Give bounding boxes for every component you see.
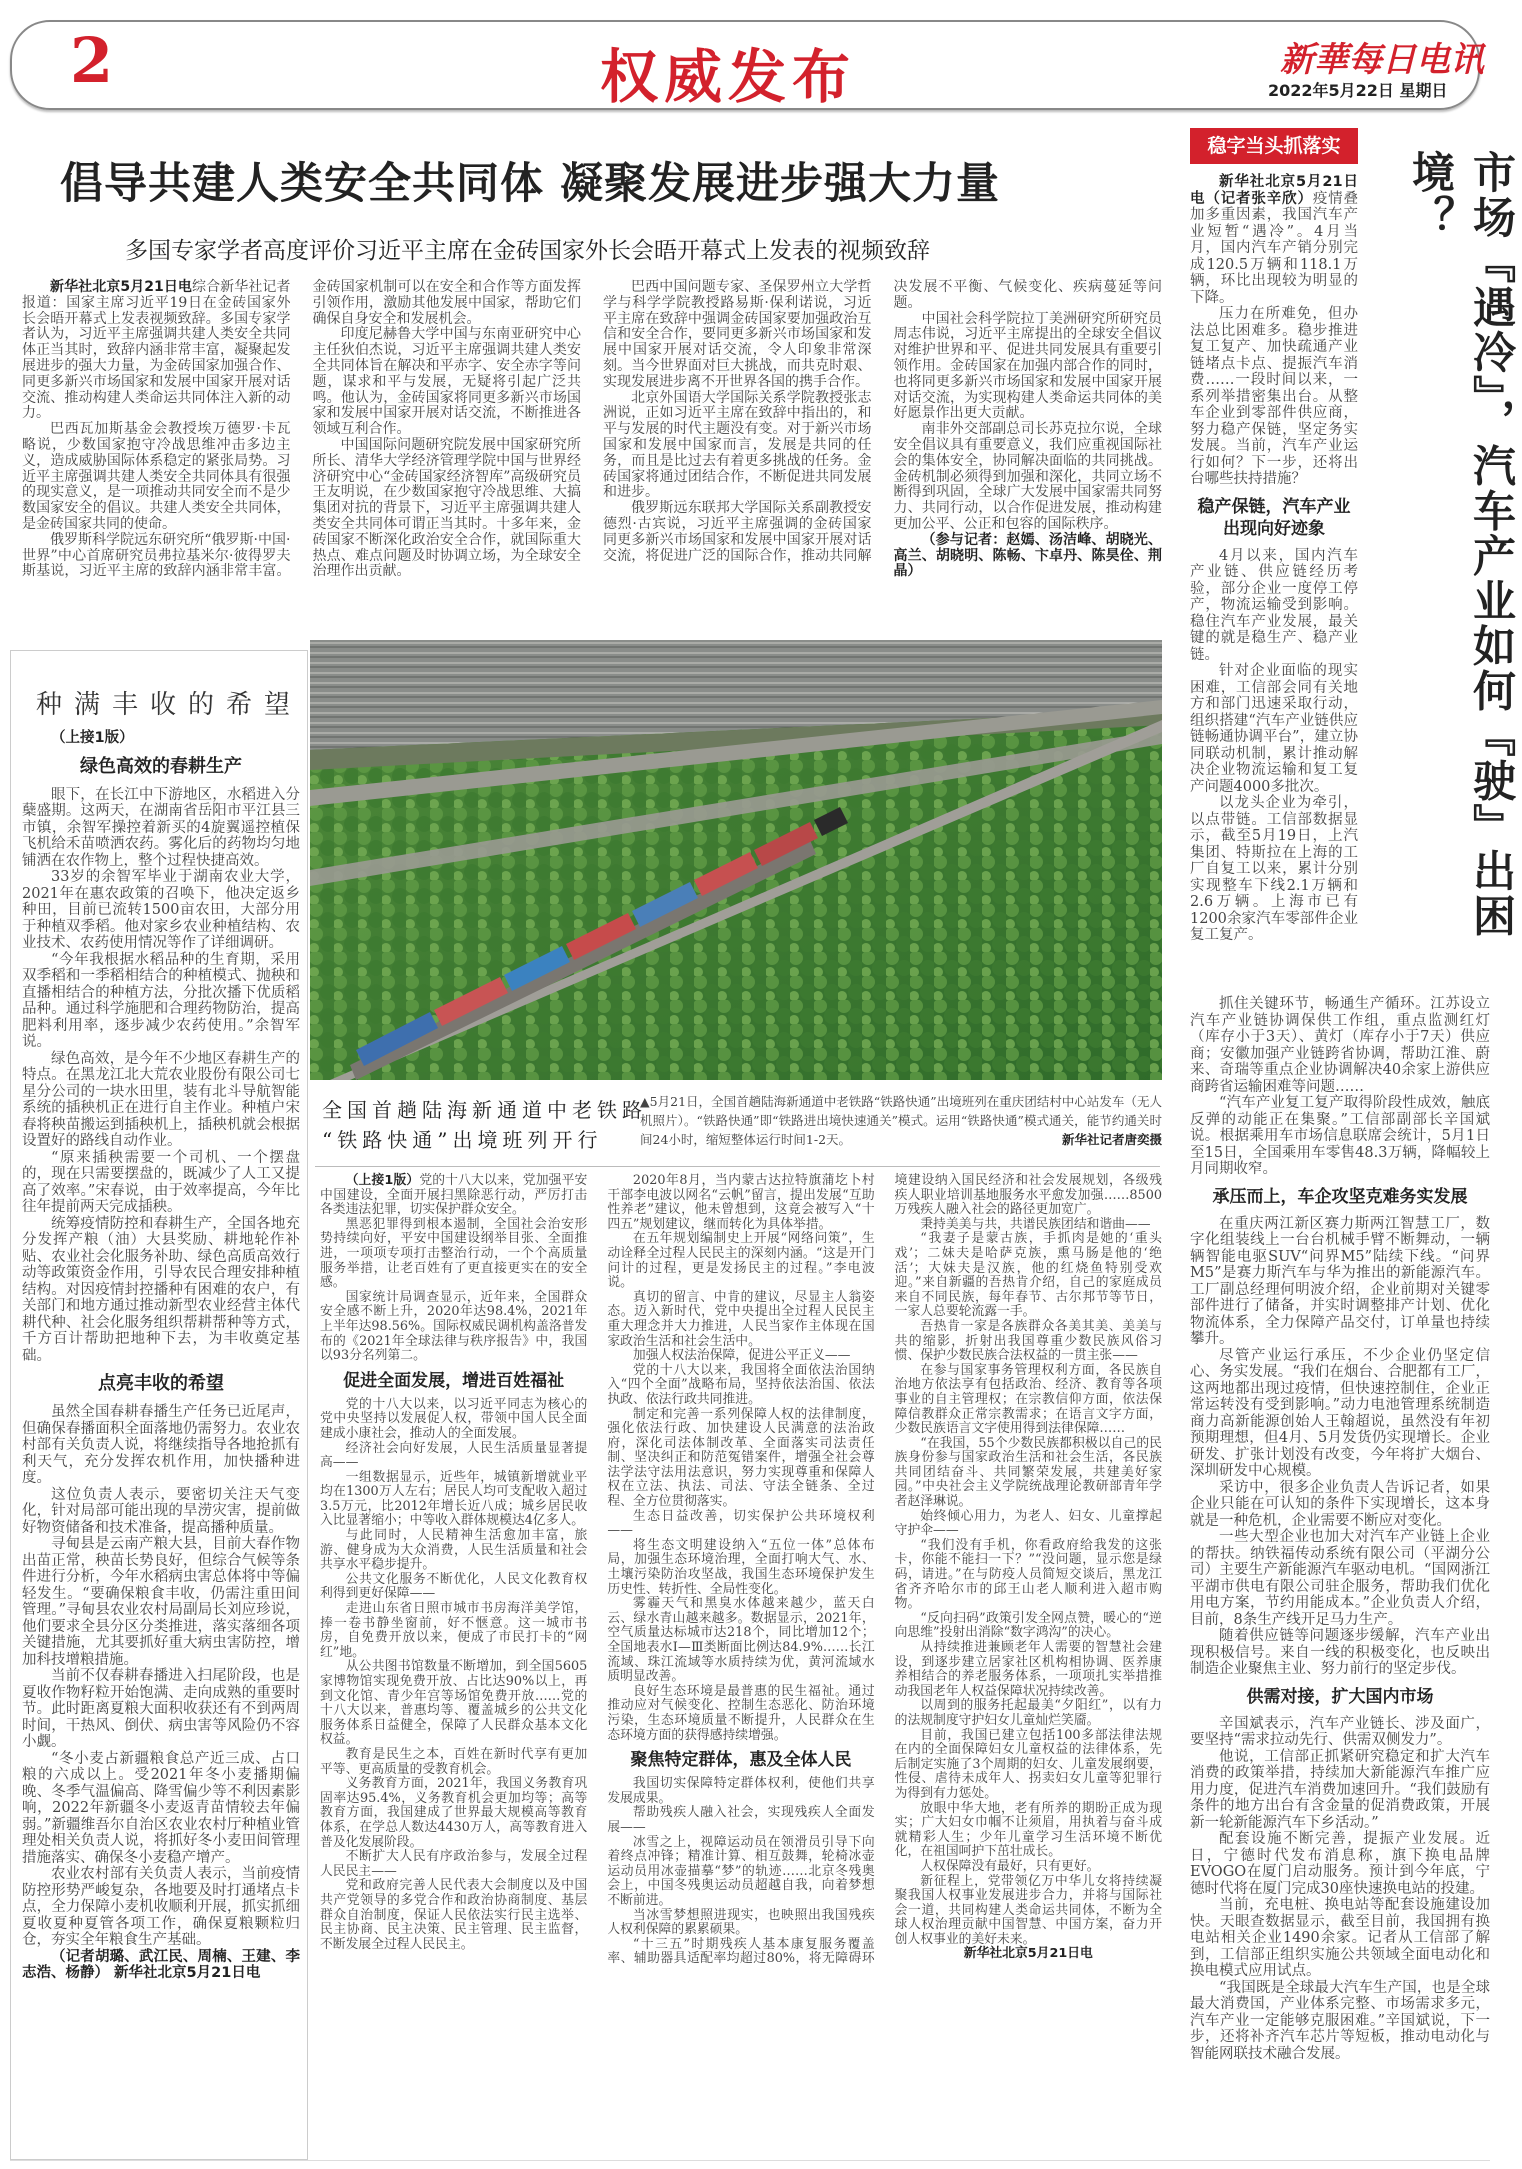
paragraph: 寻甸县是云南产粮大县，目前大春作物出苗正常，秧苗长势良好，但综合气候等条件进行分析，今年水稻病虫害总体将中等偏轻发生。“要确保粮食丰收，仍需注重田间管理。”寻甸县农业农村局副局长刘应珍说，他们要求全县分区分类推进，落实落细各项关键措施，尤其要抓好重大病虫害防控，增加科技增粮措施。 <box>22 1536 300 1668</box>
auto-article-body-top <box>1190 174 1358 944</box>
photo-credit: 新华社记者唐奕摄 <box>1061 1132 1162 1147</box>
paragraph: 目前，我国已建立包括100多部法律法规在内的全面保障妇女儿童权益的法律体系，先后制定实施了3个周期的妇女、儿童发展纲要，性侵、虐待未成年人、拐卖妇女儿童等犯罪行为得到有力惩处。 <box>894 1727 1162 1801</box>
subheading: 承压而上，车企攻坚克难务实发展 <box>1212 1186 1468 1207</box>
paragraph: 巴西中国问题专家、圣保罗州立大学哲学与科学学院教授路易斯·保利诺说，习近平主席在致辞中强调金砖国家要加强政治互信和安全合作，要同更多新兴市场国家和发展中国家开展对话交流，令人印象非常深刻。当今世界面对巨大挑战，而共克时艰、实现发展进步离不开世界各国的携手合作。 <box>603 279 872 390</box>
paragraph: 针对企业面临的现实困难，工信部会同有关地方和部门迅速采取行动，组织搭建“汽车产业链供应链畅通协调平台”，建立协同联动机制，累计推动解决企业物流运输和复工复产问题4000多批次。 <box>1190 663 1358 795</box>
auto-article-body <box>1190 996 1490 2062</box>
paragraph: 33岁的余智军毕业于湖南农业大学，2021年在惠农政策的召唤下，他决定返乡种田，目前已流转1500亩农田，大部分用于种植双季稻。他对家乡农业种植结构、农业技术、农药使用情况等作了详细调研。 <box>22 869 300 951</box>
paragraph: “我妻子是蒙古族，手抓肉是她的‘重头戏’；二妹夫是哈萨克族，熏马肠是他的‘绝活’；大妹夫是汉族，他的红烧鱼特别受欢迎。”来自新疆的吾热肯介绍，自己的家庭成员来自不同民族，每年春节、古尔邦节等节日，一家人总要轮流露一手。 <box>894 1231 1162 1320</box>
subheading: 点亮丰收的希望 <box>98 1373 224 1394</box>
paragraph: 绿色高效，是今年不少地区春耕生产的特点。在黑龙江北大荒农业股份有限公司七星分公司的一块水田里，装有北斗导航智能系统的插秧机正在进行自主作业。种植户宋春将秧苗搬运到插秧机上，插秧机就会根据设置好的路线自动作业。 <box>22 1050 300 1149</box>
paragraph: 一些大型企业也加大对汽车产业链上企业的帮扶。纳铁福传动系统有限公司（平湖分公司）主要生产新能源汽车驱动电机。“国网浙江平湖市供电有限公司驻企服务，帮助我们优化用电方案，节约用能成本。”企业负责人介绍，目前，8条生产线开足马力生产。 <box>1190 1529 1490 1628</box>
paragraph <box>22 280 291 422</box>
paragraph: 巴西瓦加斯基金会教授埃万德罗·卡瓦略说，少数国家抱守冷战思维冲击多边主义，造成威胁国际体系稳定的紧张局势。习近平主席强调共建人类安全共同体具有很强的现实意义，是一项推动共同安全而不是少数国家安全的倡议。共建人类安全共同体，是金砖国家共同的使命。 <box>22 421 291 532</box>
auto-article-headline: 市场『遇冷』，汽车产业如何『驶』出困境？ <box>1405 150 1516 939</box>
paragraph: 新征程上，党带领亿万中华儿女将持续凝聚我国人权事业发展进步合力，并将与国际社会一道，共同构建人类命运共同体，不断为全球人权治理贡献中国智慧、中国方案，奋力开创人权事业的美好未来。 <box>894 1873 1162 1947</box>
paragraph: 随着供应链等问题逐步缓解，汽车产业出现积极信号。来自一线的积极变化，也反映出制造企业聚焦主业、努力前行的坚定步伐。 <box>1190 1628 1490 1677</box>
paragraph: 党的十八大以来，我国将全面依法治国纳入“四个全面”战略布局，坚持依法治国、依法执政、依法行政共同推进。 <box>607 1362 875 1407</box>
paragraph: 制定和完善一系列保障人权的法律制度，强化依法行政、加快建设人民满意的法治政府，深化司法体制改革、全面落实司法责任制、坚决纠正和防范冤错案件，增强全社会尊法学法守法用法意识，努力实现尊重和保障人权在立法、执法、司法、守法全链条、全过程、全方位贯彻落实。 <box>607 1406 875 1510</box>
subheading: 供需对接，扩大国内市场 <box>1246 1686 1434 1707</box>
lead-headline: 倡导共建人类安全共同体 凝聚发展进步强大力量 <box>60 159 1000 209</box>
subheading: 稳产保链，汽车产业出现向好迹象 <box>1197 496 1351 539</box>
photo-title <box>322 1095 647 1155</box>
paragraph: “我们没有手机，你看政府给我发的这张卡，你能不能扫一下？”“没问题，显示您是绿码，请进。”在与防疫人员简短交谈后，黑龙江省齐齐哈尔市的邱王山老人顺利进入超市购物。 <box>894 1537 1162 1612</box>
photo-title-line: “铁路快通”出境班列开行 <box>322 1128 603 1152</box>
paragraph: 党和政府完善人民代表大会制度以及中国共产党领导的多党合作和政治协商制度、基层群众自治制度，保证人民依法实行民主选举、民主协商、民主决策、民主管理、民主监督，不断发展全过程人民民主。 <box>320 1878 588 1952</box>
paragraph: 当冰雪梦想照进现实，也映照出我国残疾人权利保障的累累硕果。 <box>607 1907 875 1938</box>
issue-date: 2022年5月22日 星期日 <box>1268 81 1448 100</box>
page-bottom-rule <box>10 2160 1490 2161</box>
lead-article-body <box>22 280 1162 580</box>
paragraph <box>22 1949 300 1982</box>
paragraph: 中国社会科学院拉丁美洲研究所研究员周志伟说，习近平主席提出的全球安全倡议对维护世界和平、促进共同发展具有重要引领作用。金砖国家在加强内部合作的同时，也将同更多新兴市场国家和发展中国家开展对话交流，为实现构建人类命运共同体的美好愿景作出更大贡献。 <box>893 310 1162 422</box>
paragraph: “十三五”时期残疾人基本康复服务覆盖率、辅助器具适配率均超过80%，将无障碍环境建设纳入国民经济和社会发展规划，各级残疾人职业培训基地服务水平愈发加强……8500万残疾人融入社会的路径更加宽广。 <box>607 1173 1162 1967</box>
paragraph: 党的十八大以来，以习近平同志为核心的党中央坚持以发展促人权，带领中国人民全面建成小康社会，推动人的全面发展。 <box>320 1396 588 1441</box>
dateline: （上接1版） <box>51 730 134 746</box>
paragraph: 人权保障没有最好，只有更好。 <box>920 1858 1100 1874</box>
paragraph: 当前，充电桩、换电站等配套设施建设加快。天眼查数据显示，截至目前，我国拥有换电站相关企业1490余家。记者从工信部了解到，工信部正组织实施公共领域全面电动化和换电模式应用试点。 <box>1190 1897 1490 1979</box>
photo-title-line: 全国首趟陆海新通道中老铁路 <box>322 1098 647 1122</box>
paragraph <box>22 730 300 747</box>
paragraph-text: 党的十八大以来，党加强平安中国建设，全面开展扫黑除恶行动，严厉打击各类违法犯罪，切实保护群众安全。 <box>320 1173 588 1218</box>
paragraph: 与此同时，人民精神生活愈加丰富，旅游、健身成为大众消费，人民生活质量和社会共享水平稳步提升。 <box>320 1528 588 1573</box>
farm-article-title: 种满丰收的希望 <box>36 690 303 720</box>
paragraph <box>894 533 1163 580</box>
paragraph: 始终倾心用力，为老人、妇女、儿童撑起守护伞—— <box>894 1508 1162 1539</box>
subheading: 聚焦特定群体，惠及全体人民 <box>630 1750 852 1771</box>
paragraph: 我国切实保障特定群体权利，使他们共享发展成果。 <box>607 1776 875 1806</box>
paragraph: 当前不仅春耕春播进入扫尾阶段，也是夏收作物籽粒开始饱满、走向成熟的重要时节。此时距离夏粮大面积收获还有不到两周时间，干热风、倒伏、病虫害等风险仍不容小觑。 <box>22 1668 300 1750</box>
newspaper-logo: 新華每日电讯 <box>1280 40 1484 80</box>
dateline: 新华社北京5月21日电 <box>963 1946 1093 1962</box>
paragraph: 秉持美美与共，共谱民族团结和谐曲—— <box>920 1216 1151 1232</box>
train-aerial-photo <box>310 640 1162 1080</box>
dateline: （上接1版） <box>345 1173 420 1188</box>
paragraph: 义务教育方面，2021年，我国义务教育巩固率达95.4%，义务教育机会更加均等；高等教育方面，我国建成了世界最大规模高等教育体系，在学总人数达4430万人，高等教育进入普及化发展阶段。 <box>320 1776 588 1850</box>
paragraph: 尽管产业运行承压，不少企业仍坚定信心、务实发展。“我们在烟台、合肥都有工厂，这两地都出现过疫情，但快速控制住，企业正常运转没有受到影响。”动力电池管理系统制造商力高新能源创始人王翰超说，虽然没有年初预期理想，但4月、5月发货仍实现增长。企业研发、扩张计划没有改变，今年将扩大烟台、深圳研发中心规模。 <box>1190 1347 1490 1479</box>
paragraph <box>895 1947 1162 1962</box>
paragraph: 这位负责人表示，要密切关注天气变化，针对局部可能出现的旱涝灾害，提前做好物资储备和技术准备，提高播种质量。 <box>22 1486 300 1536</box>
paragraph: “反向扫码”政策引发全网点赞，暖心的“逆向思维”投射出消除“数字鸿沟”的决心。 <box>894 1610 1162 1641</box>
paragraph: “我国既是全球最大汽车生产国，也是全球最大消费国，产业体系完整、市场需求多元，汽车产业一定能够克服困难。”辛国斌说，下一步，还将补齐汽车芯片等短板，推动电动化与智能网联技术融合发展。 <box>1190 1979 1490 2062</box>
divider <box>315 1166 1160 1167</box>
paragraph: 他说，工信部正抓紧研究稳定和扩大汽车消费的政策举措，持续加大新能源汽车推广应用力度，促进汽车消费加速回升。“我们鼓励有条件的地方出台有含金量的促消费政策，开展新一轮新能源汽车下乡活动。” <box>1190 1748 1490 1831</box>
human-rights-article-body <box>320 1174 1162 1967</box>
paragraph: 在重庆两江新区赛力斯两江智慧工厂，数字化组装线上一台台机械手臂不断舞动，一辆辆智能电驱SUV“问界M5”陆续下线。“问界M5”是赛力斯汽车与华为推出的新能源汽车。工厂副总经理何明波介绍，企业前期对关键零部件进行了储备，并实时调整排产计划、优化物流体系，全力保障产品交付，订单量也持续攀升。 <box>1190 1215 1490 1347</box>
paragraph: 辛国斌表示，汽车产业链长、涉及面广，要坚持“需求拉动先行、供需双侧发力”。 <box>1190 1715 1490 1748</box>
paragraph: 公共文化服务不断优化，人民文化教育权利得到更好保障—— <box>320 1571 588 1602</box>
paragraph: 吾热肯一家是各族群众各美其美、美美与共的缩影，折射出我国尊重少数民族风俗习惯、保护少数民族合法权益的一贯主张—— <box>894 1318 1162 1364</box>
paragraph: 在五年规划编制史上开展“网络问策”，生动诠释全过程人民民主的深刻内涵。“这是开门问计的过程，更是发扬民主的过程。”李电波说。 <box>607 1231 875 1291</box>
paragraph: 冰雪之上，视障运动员在领滑员引导下向着终点冲锋；精准计算、相互鼓舞，轮椅冰壶运动员用冰壶描摹“梦”的轨迹……北京冬残奥会上，中国冬残奥运动员超越自我，向着梦想不断前进。 <box>607 1834 875 1908</box>
paragraph: 配套设施不断完善，提振产业发展。近日，宁德时代发布消息称，旗下换电品牌EVOGO在厦门启动服务。预计到今年底，宁德时代将在厦门完成30座快速换电站的投建。 <box>1190 1831 1490 1897</box>
paragraph: 4月以来，国内汽车产业链、供应链经历考验，部分企业一度停工停产，物流运输受到影响。稳住汽车产业发展，最关键的就是稳生产、稳产业链。 <box>1190 547 1358 663</box>
paragraph-text: 疫情叠加多重因素，我国汽车产业短暂“遇冷”。4月当月，国内汽车产销分别完成120.5万辆和118.1万辆，环比出现较为明显的下降。 <box>1190 190 1359 306</box>
column-tag: 稳字当头抓落实 <box>1190 128 1358 164</box>
paragraph: 将生态文明建设纳入“五位一体”总体布局，加强生态环境治理，全面打响大气、水、土壤污染防治攻坚战，我国生态环境保护发生历史性、转折性、全局性变化。 <box>607 1537 875 1597</box>
paragraph: “在我国，55个少数民族都积极以自己的民族身份参与国家政治生活和社会生活，各民族共同团结奋斗、共同繁荣发展，共建美好家园。”中央社会主义学院统战理论教研部青年学者赵泽琳说。 <box>894 1435 1162 1510</box>
paragraph: 黑恶犯罪得到根本遏制，全国社会治安形势持续向好，平安中国建设纲举目张、全面推进，一项项专项打击整治行动，一个个高质量服务举措，让老百姓有了更直接更实在的安全感。 <box>320 1216 588 1291</box>
paragraph: 农业农村部有关负责人表示，当前疫情防控形势严峻复杂，各地要及时打通堵点卡点，全力保障小麦机收顺利开展，抓实抓细夏收夏种夏管各项工作，确保夏粮颗粒归仓，夯实全年粮食生产基础。 <box>22 1866 300 1948</box>
paragraph: 真切的留言、中肯的建议，尽显主人翁姿态。迈入新时代，党中央提出全过程人民民主重大理念并大力推进，人民当家作主体现在国家政治生活和社会生活中。 <box>607 1289 875 1349</box>
paragraph: 采访中，很多企业负责人告诉记者，如果企业只能在可认知的条件下实现增长，这本身就是一种危机，企业需要不断应对变化。 <box>1190 1479 1490 1529</box>
paragraph: 不断扩大人民有序政治参与，发展全过程人民民主—— <box>320 1849 588 1879</box>
dateline: 新华社北京5月21日电（记者张辛欣） <box>1190 174 1358 207</box>
farm-article-body <box>22 730 300 1982</box>
paragraph: 放眼中华大地，老有所养的期盼正成为现实；广大妇女巾帼不让须眉，用执着与奋斗成就精彩人生；少年儿童学习生活环境不断优化，在祖国呵护下茁壮成长。 <box>894 1800 1162 1860</box>
lead-subheadline: 多国专家学者高度评价习近平主席在金砖国家外长会晤开幕式上发表的视频致辞 <box>125 238 930 264</box>
paragraph: 雾霾天气和黑臭水体越来越少，蓝天白云、绿水青山越来越多。数据显示，2021年，空气质量达标城市达218个，同比增加12个；全国地表水Ⅰ—Ⅲ类断面比例达84.9%……长江流域、珠江流域等水质持续为优，黄河流域水质明显改善。 <box>607 1596 875 1685</box>
paragraph: 压力在所难免，但办法总比困难多。稳步推进复工复产、加快疏通产业链堵点卡点、提振汽车消费……一段时间以来，一系列举措密集出台。从整车企业到零部件供应商，努力稳产保链，坚定务实发展。当前，汽车产业运行如何？下一步，还将出台哪些扶持措施？ <box>1190 306 1358 487</box>
paragraph: 2020年8月，当内蒙古达拉特旗蒲圪卜村干部李电波以网名“云帆”留言，提出发展“互助性养老”建议，他未曾想到，这竟会被写入“十四五”规划建议，继而转化为具体举措。 <box>607 1173 875 1232</box>
dateline: （参与记者：赵嫣、汤洁峰、胡晓光、高兰、胡晓明、陈畅、卞卓丹、陈昊佺、荆晶） <box>893 531 1162 580</box>
section-title: 权威发布 <box>600 43 857 111</box>
paragraph: 印度尼赫鲁大学中国与东南亚研究中心主任狄伯杰说，习近平主席强调共建人类安全共同体旨在解决和平赤字、安全赤字等问题，谋求和平与发展，无疑将引起广泛共鸣。他认为，金砖国家将同更多新兴市场国家和发展中国家开展对话交流，不断推进各领域互利合作。 <box>312 326 581 438</box>
paragraph: 帮助残疾人融入社会，实现残疾人全面发展—— <box>607 1805 875 1835</box>
paragraph: 一组数据显示，近些年，城镇新增就业平均在1300万人左右；居民人均可支配收入超过3.5万元，比2012年增长近八成；城乡居民收入比显著缩小；中等收入群体规模达4亿多人。 <box>320 1469 588 1529</box>
photo-caption <box>640 1092 1162 1149</box>
subheading: 促进全面发展，增进百姓福祉 <box>343 1370 565 1391</box>
paragraph: 俄罗斯远东联邦大学国际关系副教授安德烈·古宾说，习近平主席强调的金砖国家同更多新兴市场国家和发展中国家开展对话交流，将促进广泛的国际合作，推动共同解决发展不平衡、气候变化、疾病蔓延等问题。 <box>603 279 1162 564</box>
paragraph: 走进山东省日照市城市书房海洋美学馆，捧一卷书静坐窗前，好不惬意。这一城市书房，自免费开放以来，便成了市民打卡的“网红”地。 <box>320 1601 588 1660</box>
paragraph: 从持续推进兼顾老年人需要的智慧社会建设，到逐步建立居家社区机构相协调、医养康养相结合的养老服务体系，一项项扎实举措推动我国老年人权益保障状况持续改善。 <box>894 1640 1162 1699</box>
photo-caption-text: ▲5月21日，全国首趟陆海新通道中老铁路“铁路快通”出境班列在重庆团结村中心站发车（无人机照片）。“铁路快通”即“铁路进出境快速通关”模式。运用“铁路快通”模式通关，能节约通关时间24小时，缩短整体运行时间1-2天。 <box>640 1094 1162 1147</box>
paragraph: 眼下，在长江中下游地区，水稻进入分蘖盛期。这两天，在湖南省岳阳市平江县三市镇，余智军操控着新买的4旋翼遥控植保飞机给禾苗喷洒农药。雾化后的药物均匀地铺洒在农作物上，整个过程快捷高效。 <box>22 786 300 869</box>
paragraph: 教育是民生之本，百姓在新时代享有更加平等、更高质量的受教育机会。 <box>320 1746 588 1777</box>
dateline: 新华社北京5月21日电 <box>50 279 193 295</box>
paragraph: 从公共图书馆数量不断增加，到全国5605家博物馆实现免费开放、占比达90%以上，再到文化馆、青少年宫等场馆免费开放……党的十八大以来，普惠均等、覆盖城乡的公共文化服务体系日益健全，保障了人民群众基本文化权益。 <box>320 1659 588 1748</box>
paragraph: 俄罗斯科学院远东研究所“俄罗斯·中国·世界”中心首席研究员弗拉基米尔·彼得罗夫斯基说，习近平主席的致辞内涵非常丰富。金砖国家机制可以在安全和合作等方面发挥引领作用，激励其他发展中国家，帮助它们确保自身安全和发展机会。 <box>22 279 581 580</box>
paragraph: “今年我根据水稻品种的生育期，采用双季稻和一季稻相结合的种植模式、抛秧和直播相结合的种植方法，分批次播下优质稻品种。通过科学施肥和合理药物防治，提高肥料利用率，逐步减少农药使用。”余智军说。 <box>22 951 300 1050</box>
paragraph <box>320 1174 587 1218</box>
dateline: （记者胡璐、武江民、周楠、王建、李志浩、杨静） 新华社北京5月21日电 <box>22 1948 300 1981</box>
subheading: 绿色高效的春耕生产 <box>80 755 242 777</box>
paragraph: 生态日益改善，切实保护公共环境权利—— <box>607 1508 875 1539</box>
paragraph: 以周到的服务托起最美“夕阳红”，以有力的法规制度守护妇女儿童灿烂笑靥。 <box>894 1698 1162 1728</box>
paragraph-text: 综合新华社记者报道：国家主席习近平19日在金砖国家外长会晤开幕式上发表视频致辞。多国专家学者认为，习近平主席强调共建人类安全共同体正当其时，致辞内涵非常丰富，凝聚起发展进步的强大力量，为金砖国家加强合作、同更多新兴市场国家和发展中国家开展对话交流、推动构建人类命运共同体注入新的动力。 <box>22 279 291 422</box>
paragraph: 国家统计局调查显示，近年来，全国群众安全感不断上升，2020年达98.4%，2021年上半年达98.56%。国际权威民调机构盖洛普发布的《2021年全球法律与秩序报告》中，我国以93分名列第二。 <box>320 1289 588 1364</box>
paragraph: “汽车产业复工复产取得阶段性成效，触底反弹的动能正在集聚。”工信部副部长辛国斌说。根据乘用车市场信息联席会统计，5月1日至15日，全国乘用车零售48.3万辆，降幅较上月同期收窄。 <box>1190 1095 1490 1177</box>
paragraph: 中国国际问题研究院发展中国家研究所所长、清华大学经济管理学院中国与世界经济研究中心“金砖国家经济智库”高级研究员王友明说，在少数国家抱守冷战思维、大搞集团对抗的背景下，习近平主席强调共建人类安全共同体可谓正当其时。十多年来，金砖国家不断深化政治安全合作，就国际重大热点、难点问题及时协调立场，为全球安全治理作出贡献。 <box>312 436 581 580</box>
paragraph: 经济社会向好发展，人民生活质量显著提高—— <box>320 1440 588 1471</box>
paragraph: 北京外国语大学国际关系学院教授张志洲说，正如习近平主席在致辞中指出的，和平与发展的时代主题没有变。对于新兴市场国家和发展中国家而言，发展是共同的任务，而且是比过去有着更多挑战的任务。金砖国家将通过团结合作，不断促进共同发展和进步。 <box>603 389 872 501</box>
paragraph: 在参与国家事务管理权利方面，各民族自治地方依法享有包括政治、经济、教育等各项事业的自主管理权；在宗教信仰方面，依法保障信教群众正常宗教需求；在语言文字方面，少数民族语言文字使用得到法律保障…… <box>894 1362 1162 1437</box>
paragraph: “冬小麦占新疆粮食总产近三成、占口粮的六成以上。受2021年冬小麦播期偏晚、冬季气温偏高、降雪偏少等不利因素影响，2022年新疆冬小麦返青苗情较去年偏弱。”新疆维吾尔自治区农业农村厅种植业管理处相关负责人说，将抓好冬小麦田间管理措施落实、确保冬小麦稳产增产。 <box>22 1750 300 1866</box>
paragraph: 南非外交部副总司长苏克拉尔说，全球安全倡议具有重要意义，我们应重视国际社会的集体安全，协同解决面临的共同挑战。金砖机制必须得到加强和深化，共同立场不断得到巩固，全球广大发展中国家需共同努力、共同行动，以合作促进发展，推动构建更加公平、公正和包容的国际秩序。 <box>893 421 1162 532</box>
paragraph: “原来插秧需要一个司机、一个摆盘的，现在只需要摆盘的，既减少了人工又提高了效率。”宋春说，由于效率提高，今年比往年提前两天完成插秧。 <box>22 1149 300 1215</box>
paragraph: 加强人权法治保障，促进公平正义—— <box>632 1348 851 1364</box>
paragraph: 以龙头企业为牵引，以点带链。工信部数据显示，截至5月19日，上汽集团、特斯拉在上海的工厂自复工以来，累计分别实现整车下线2.1万辆和2.6万辆。上海市已有1200余家汽车零部件企业复工复产。 <box>1190 795 1358 943</box>
page-number: 2 <box>70 24 114 97</box>
paragraph: 抓住关键环节，畅通生产循环。江苏设立汽车产业链协调保供工作组，重点监测红灯（库存小于3天）、黄灯（库存小于7天）供应商；安徽加强产业链跨省协调，帮助江淮、蔚来、奇瑞等重点企业协调解决40余家上游供应商跨省运输困难等问题…… <box>1190 996 1490 1095</box>
paragraph: 虽然全国春耕春播生产任务已近尾声，但确保春播面积全面落地仍需努力。农业农村部有关负责人说，将继续指导各地抢抓有利天气，充分发挥农机作用，加快播种进度。 <box>22 1404 300 1486</box>
paragraph <box>1190 174 1358 306</box>
paragraph: 统筹疫情防控和春耕生产，全国各地充分发挥产粮（油）大县奖励、耕地轮作补贴、农业社会化服务补助、绿色高质高效行动等政策资金作用，引导农民合理安排种植结构。对因疫情封控播种有困难的农户，有关部门和地方通过推动新型农业经营主体代耕代种、社会化服务组织帮耕帮种等方式，千方百计帮助把地种下去，为丰收奠定基础。 <box>22 1215 300 1364</box>
paragraph: 良好生态环境是最普惠的民生福祉。通过推动应对气候变化、控制生态恶化、防治环境污染，生态环境质量不断提升，人民群众在生态环境方面的获得感持续增强。 <box>607 1683 875 1743</box>
